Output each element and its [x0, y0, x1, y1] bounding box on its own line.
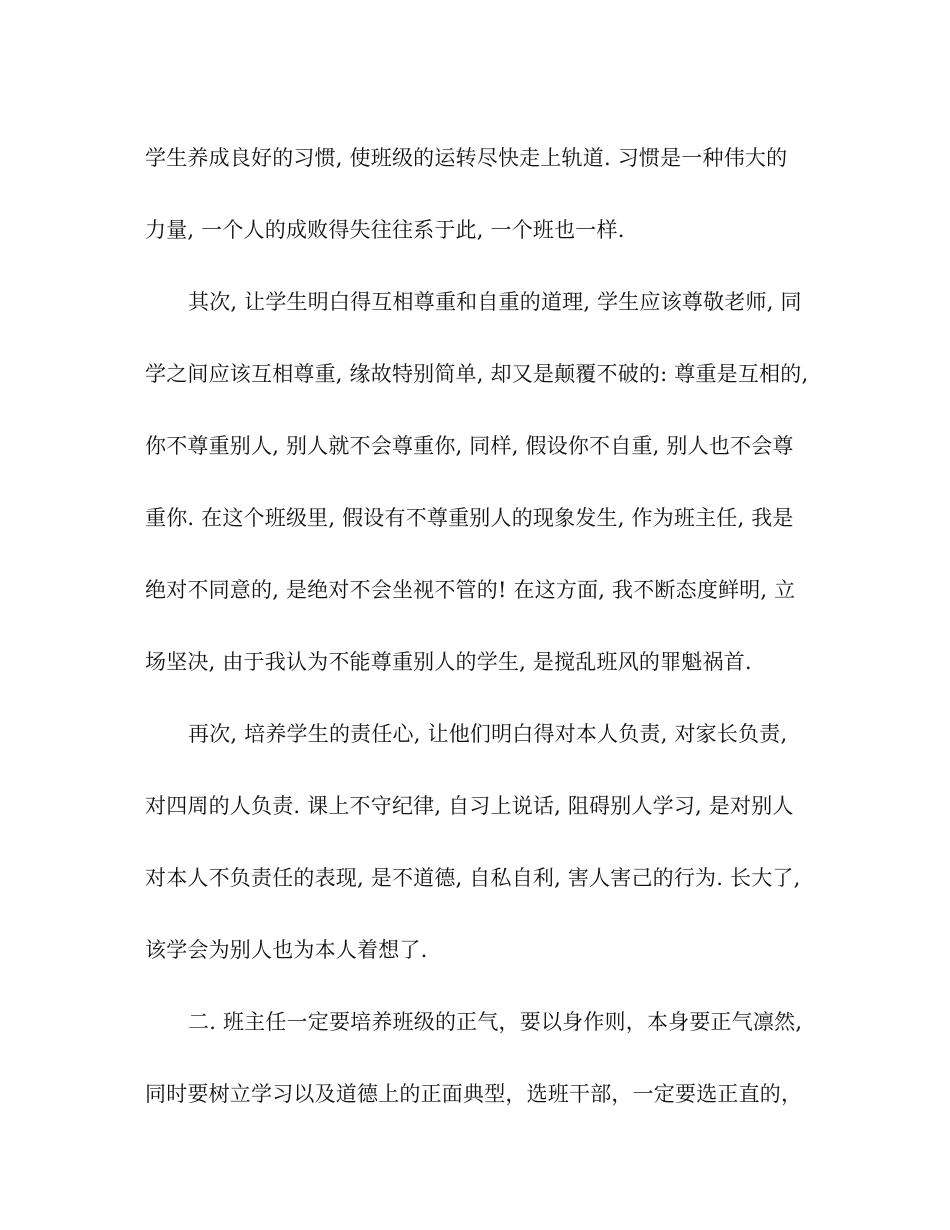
- text-line-7: 绝对不同意的, 是绝对不会坐视不管的! 在这方面, 我不断态度鲜明, 立: [145, 578, 796, 602]
- text-line-5: 你不尊重别人, 别人就不会尊重你, 同样, 假设你不自重, 别人也不会尊: [145, 434, 794, 458]
- text-line-2: 力量, 一个人的成败得失往往系于此, 一个班也一样.: [145, 218, 625, 242]
- text-line-10: 对四周的人负责. 课上不守纪律, 自习上说话, 阻碍别人学习, 是对别人: [145, 794, 794, 818]
- text-line-12: 该学会为别人也为本人着想了.: [145, 938, 428, 962]
- paragraph-start-line: 其次, 让学生明白得互相尊重和自重的道理, 学生应该尊敬老师, 同: [188, 290, 802, 314]
- text-line-14: 同时要树立学习以及道德上的正面典型，选班干部，一定要选正直的，: [145, 1082, 803, 1106]
- text-line-4: 学之间应该互相尊重, 缘故特别简单, 却又是颠覆不破的: 尊重是互相的,: [145, 362, 809, 386]
- text-line-6: 重你. 在这个班级里, 假设有不尊重别人的现象发生, 作为班主任, 我是: [145, 506, 794, 530]
- paragraph-start-line: 再次, 培养学生的责任心, 让他们明白得对本人负责, 对家长负责,: [188, 722, 788, 746]
- text-line-11: 对本人不负责任的表现, 是不道德, 自私自利, 害人害己的行为. 长大了,: [145, 866, 801, 890]
- section-heading-line: 二. 班主任一定要培养班级的正气，要以身作则，本身要正气凛然,: [188, 1010, 803, 1034]
- text-line-8: 场坚决, 由于我认为不能尊重别人的学生, 是搅乱班风的罪魁祸首.: [145, 650, 752, 674]
- text-line-1: 学生养成良好的习惯, 使班级的运转尽快走上轨道. 习惯是一种伟大的: [145, 146, 788, 170]
